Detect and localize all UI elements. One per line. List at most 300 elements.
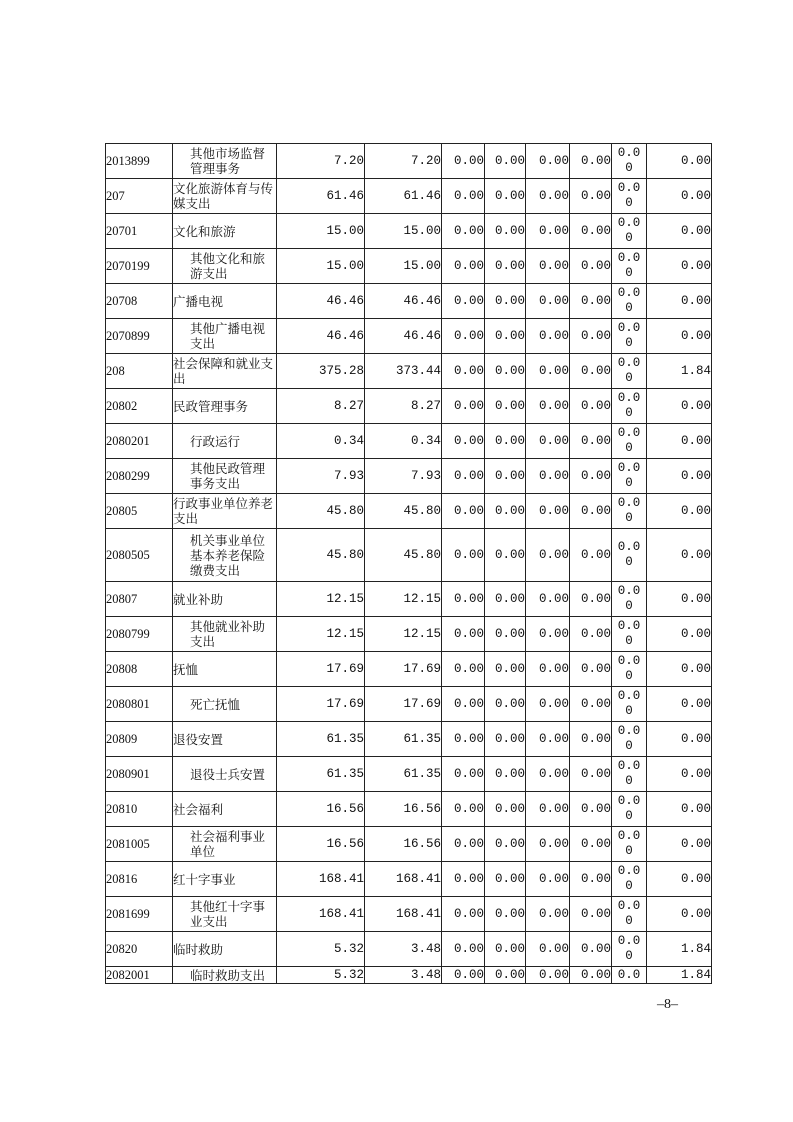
cell-value: 0.00 <box>442 144 485 179</box>
table-row <box>106 617 712 652</box>
cell-name: 其他红十字事业支出 <box>173 897 277 932</box>
cell-last: 1.84 <box>647 932 712 967</box>
cell-code: 20701 <box>106 214 173 249</box>
cell-total: 45.80 <box>277 529 365 582</box>
cell-narrow-line1: 0.0 <box>617 967 641 982</box>
cell-value: 0.00 <box>570 459 612 494</box>
cell-code: 20807 <box>106 582 173 617</box>
table-row <box>106 722 712 757</box>
cell-last: 0.00 <box>647 792 712 827</box>
cell-value: 0.00 <box>442 582 485 617</box>
table-row <box>106 494 712 529</box>
cell-narrow-line2: 0 <box>625 704 633 718</box>
cell-narrow-line1: 0.0 <box>617 426 641 440</box>
cell-narrow <box>612 214 647 249</box>
cell-basic: 46.46 <box>365 284 442 319</box>
table-row <box>106 652 712 687</box>
cell-name: 文化旅游体育与传媒支出 <box>173 179 277 214</box>
cell-total: 46.46 <box>277 284 365 319</box>
cell-narrow-line1: 0.0 <box>617 934 641 948</box>
cell-narrow <box>612 862 647 897</box>
cell-value: 0.00 <box>570 897 612 932</box>
cell-total: 17.69 <box>277 652 365 687</box>
cell-basic: 46.46 <box>365 319 442 354</box>
cell-narrow-line1: 0.0 <box>617 689 641 703</box>
cell-narrow-line2: 0 <box>625 949 633 963</box>
cell-value: 0.00 <box>570 967 612 984</box>
cell-last: 0.00 <box>647 617 712 652</box>
cell-value: 0.00 <box>526 792 570 827</box>
cell-name: 其他就业补助支出 <box>173 617 277 652</box>
cell-narrow-line1: 0.0 <box>617 759 641 773</box>
cell-narrow-line2: 0 <box>625 844 633 858</box>
cell-narrow <box>612 617 647 652</box>
table-row <box>106 284 712 319</box>
cell-narrow <box>612 827 647 862</box>
cell-basic: 373.44 <box>365 354 442 389</box>
table-row <box>106 424 712 459</box>
cell-narrow <box>612 354 647 389</box>
cell-narrow-line1: 0.0 <box>617 794 641 808</box>
cell-narrow <box>612 424 647 459</box>
cell-total: 61.46 <box>277 179 365 214</box>
cell-value: 0.00 <box>485 652 526 687</box>
cell-value: 0.00 <box>570 529 612 582</box>
table-row <box>106 757 712 792</box>
cell-code: 20820 <box>106 932 173 967</box>
cell-narrow <box>612 687 647 722</box>
cell-value: 0.00 <box>526 687 570 722</box>
cell-total: 15.00 <box>277 249 365 284</box>
cell-total: 61.35 <box>277 757 365 792</box>
cell-total: 15.00 <box>277 214 365 249</box>
cell-last: 1.84 <box>647 967 712 984</box>
cell-name: 死亡抚恤 <box>173 687 277 722</box>
cell-total: 375.28 <box>277 354 365 389</box>
cell-value: 0.00 <box>485 284 526 319</box>
cell-value: 0.00 <box>526 424 570 459</box>
cell-code: 2081005 <box>106 827 173 862</box>
cell-narrow-line2: 0 <box>625 301 633 315</box>
cell-narrow-line2: 0 <box>625 476 633 490</box>
cell-narrow-line2: 0 <box>625 231 633 245</box>
cell-value: 0.00 <box>526 284 570 319</box>
cell-narrow <box>612 494 647 529</box>
table-row <box>106 529 712 582</box>
cell-last: 0.00 <box>647 144 712 179</box>
cell-narrow-line2: 0 <box>625 914 633 928</box>
cell-name: 其他市场监督管理事务 <box>173 144 277 179</box>
cell-value: 0.00 <box>570 687 612 722</box>
cell-basic: 12.15 <box>365 617 442 652</box>
cell-code: 20816 <box>106 862 173 897</box>
cell-value: 0.00 <box>526 144 570 179</box>
table-row <box>106 862 712 897</box>
cell-narrow-line2: 0 <box>625 441 633 455</box>
table-row <box>106 792 712 827</box>
table-row <box>106 319 712 354</box>
cell-value: 0.00 <box>442 617 485 652</box>
cell-code: 2080901 <box>106 757 173 792</box>
cell-code: 20809 <box>106 722 173 757</box>
cell-total: 46.46 <box>277 319 365 354</box>
cell-value: 0.00 <box>570 722 612 757</box>
cell-last: 0.00 <box>647 284 712 319</box>
cell-value: 0.00 <box>570 249 612 284</box>
cell-name: 广播电视 <box>173 284 277 319</box>
cell-basic: 168.41 <box>365 862 442 897</box>
cell-narrow-line1: 0.0 <box>617 864 641 878</box>
cell-value: 0.00 <box>526 827 570 862</box>
cell-basic: 61.35 <box>365 757 442 792</box>
cell-code: 20802 <box>106 389 173 424</box>
cell-narrow-line2: 0 <box>625 555 633 569</box>
cell-value: 0.00 <box>485 757 526 792</box>
cell-value: 0.00 <box>526 862 570 897</box>
cell-basic: 16.56 <box>365 792 442 827</box>
cell-last: 0.00 <box>647 862 712 897</box>
cell-value: 0.00 <box>570 319 612 354</box>
table-row <box>106 354 712 389</box>
cell-narrow <box>612 932 647 967</box>
cell-value: 0.00 <box>570 582 612 617</box>
cell-value: 0.00 <box>526 354 570 389</box>
cell-narrow <box>612 144 647 179</box>
cell-value: 0.00 <box>570 214 612 249</box>
cell-narrow-line2: 0 <box>625 196 633 210</box>
cell-name: 临时救助 <box>173 932 277 967</box>
cell-name: 其他文化和旅游支出 <box>173 249 277 284</box>
cell-total: 16.56 <box>277 827 365 862</box>
cell-code: 2080299 <box>106 459 173 494</box>
cell-value: 0.00 <box>485 354 526 389</box>
cell-value: 0.00 <box>570 354 612 389</box>
cell-narrow-line1: 0.0 <box>617 899 641 913</box>
cell-value: 0.00 <box>485 319 526 354</box>
cell-last: 1.84 <box>647 354 712 389</box>
cell-last: 0.00 <box>647 214 712 249</box>
cell-name: 社会福利事业单位 <box>173 827 277 862</box>
cell-value: 0.00 <box>442 284 485 319</box>
cell-narrow-line1: 0.0 <box>617 251 641 265</box>
cell-name: 民政管理事务 <box>173 389 277 424</box>
cell-value: 0.00 <box>526 722 570 757</box>
cell-value: 0.00 <box>442 459 485 494</box>
cell-value: 0.00 <box>570 179 612 214</box>
cell-last: 0.00 <box>647 687 712 722</box>
cell-value: 0.00 <box>442 722 485 757</box>
cell-narrow-line1: 0.0 <box>617 829 641 843</box>
cell-value: 0.00 <box>485 687 526 722</box>
cell-last: 0.00 <box>647 582 712 617</box>
table-row <box>106 144 712 179</box>
cell-narrow-line2: 0 <box>625 774 633 788</box>
cell-name: 行政运行 <box>173 424 277 459</box>
table-row <box>106 389 712 424</box>
cell-narrow-line2: 0 <box>625 266 633 280</box>
cell-value: 0.00 <box>485 529 526 582</box>
cell-code: 2080505 <box>106 529 173 582</box>
cell-value: 0.00 <box>526 214 570 249</box>
cell-value: 0.00 <box>442 389 485 424</box>
budget-table <box>105 143 712 984</box>
cell-value: 0.00 <box>485 424 526 459</box>
cell-name: 退役安置 <box>173 722 277 757</box>
cell-basic: 17.69 <box>365 687 442 722</box>
cell-value: 0.00 <box>526 757 570 792</box>
cell-value: 0.00 <box>570 284 612 319</box>
cell-narrow-line1: 0.0 <box>617 540 641 554</box>
cell-last: 0.00 <box>647 652 712 687</box>
cell-value: 0.00 <box>485 179 526 214</box>
cell-value: 0.00 <box>570 757 612 792</box>
cell-value: 0.00 <box>485 459 526 494</box>
cell-narrow <box>612 967 647 984</box>
table-row <box>106 827 712 862</box>
cell-value: 0.00 <box>442 652 485 687</box>
cell-total: 8.27 <box>277 389 365 424</box>
cell-basic: 61.35 <box>365 722 442 757</box>
cell-name: 其他民政管理事务支出 <box>173 459 277 494</box>
cell-total: 61.35 <box>277 722 365 757</box>
cell-basic: 3.48 <box>365 967 442 984</box>
cell-value: 0.00 <box>526 932 570 967</box>
cell-value: 0.00 <box>485 617 526 652</box>
cell-value: 0.00 <box>570 389 612 424</box>
cell-narrow <box>612 897 647 932</box>
cell-basic: 15.00 <box>365 214 442 249</box>
cell-code: 2070199 <box>106 249 173 284</box>
cell-value: 0.00 <box>442 792 485 827</box>
cell-value: 0.00 <box>570 792 612 827</box>
cell-narrow <box>612 529 647 582</box>
cell-value: 0.00 <box>570 827 612 862</box>
cell-last: 0.00 <box>647 529 712 582</box>
cell-code: 2080799 <box>106 617 173 652</box>
cell-name: 文化和旅游 <box>173 214 277 249</box>
cell-code: 20808 <box>106 652 173 687</box>
cell-value: 0.00 <box>570 617 612 652</box>
cell-value: 0.00 <box>526 529 570 582</box>
cell-narrow <box>612 389 647 424</box>
cell-code: 20805 <box>106 494 173 529</box>
cell-last: 0.00 <box>647 319 712 354</box>
table-row <box>106 249 712 284</box>
cell-narrow-line2: 0 <box>625 739 633 753</box>
cell-code: 2013899 <box>106 144 173 179</box>
cell-value: 0.00 <box>442 862 485 897</box>
cell-narrow <box>612 249 647 284</box>
cell-narrow-line2: 0 <box>625 879 633 893</box>
cell-last: 0.00 <box>647 897 712 932</box>
cell-value: 0.00 <box>442 897 485 932</box>
cell-value: 0.00 <box>442 179 485 214</box>
cell-last: 0.00 <box>647 459 712 494</box>
cell-value: 0.00 <box>526 249 570 284</box>
table-row <box>106 932 712 967</box>
cell-narrow-line1: 0.0 <box>617 181 641 195</box>
cell-name: 临时救助支出 <box>173 967 277 984</box>
cell-value: 0.00 <box>526 459 570 494</box>
cell-narrow-line2: 0 <box>625 634 633 648</box>
cell-value: 0.00 <box>442 827 485 862</box>
cell-value: 0.00 <box>485 494 526 529</box>
cell-basic: 16.56 <box>365 827 442 862</box>
cell-code: 207 <box>106 179 173 214</box>
cell-value: 0.00 <box>442 319 485 354</box>
table-row <box>106 687 712 722</box>
cell-name: 红十字事业 <box>173 862 277 897</box>
cell-narrow-line2: 0 <box>625 599 633 613</box>
cell-value: 0.00 <box>485 862 526 897</box>
cell-value: 0.00 <box>442 967 485 984</box>
table-body <box>106 144 712 984</box>
cell-value: 0.00 <box>526 179 570 214</box>
page-number: –8– <box>657 997 678 1012</box>
cell-narrow <box>612 179 647 214</box>
cell-last: 0.00 <box>647 424 712 459</box>
cell-narrow <box>612 792 647 827</box>
table-row <box>106 967 712 984</box>
cell-code: 20708 <box>106 284 173 319</box>
cell-narrow <box>612 757 647 792</box>
cell-basic: 45.80 <box>365 494 442 529</box>
cell-value: 0.00 <box>570 932 612 967</box>
cell-value: 0.00 <box>442 494 485 529</box>
cell-total: 5.32 <box>277 932 365 967</box>
cell-total: 0.34 <box>277 424 365 459</box>
cell-value: 0.00 <box>442 424 485 459</box>
cell-narrow <box>612 582 647 617</box>
cell-code: 2082001 <box>106 967 173 984</box>
cell-value: 0.00 <box>485 932 526 967</box>
cell-value: 0.00 <box>485 792 526 827</box>
cell-basic: 12.15 <box>365 582 442 617</box>
cell-basic: 7.20 <box>365 144 442 179</box>
cell-narrow-line1: 0.0 <box>617 619 641 633</box>
table-row <box>106 582 712 617</box>
table-row <box>106 897 712 932</box>
cell-total: 45.80 <box>277 494 365 529</box>
cell-name: 行政事业单位养老支出 <box>173 494 277 529</box>
cell-value: 0.00 <box>442 214 485 249</box>
cell-narrow-line1: 0.0 <box>617 496 641 510</box>
cell-value: 0.00 <box>485 827 526 862</box>
cell-value: 0.00 <box>442 687 485 722</box>
cell-value: 0.00 <box>485 144 526 179</box>
cell-total: 12.15 <box>277 582 365 617</box>
cell-basic: 45.80 <box>365 529 442 582</box>
cell-value: 0.00 <box>570 494 612 529</box>
table-row <box>106 179 712 214</box>
cell-narrow <box>612 319 647 354</box>
cell-basic: 15.00 <box>365 249 442 284</box>
cell-basic: 8.27 <box>365 389 442 424</box>
cell-value: 0.00 <box>485 582 526 617</box>
cell-narrow-line1: 0.0 <box>617 584 641 598</box>
cell-name: 社会保障和就业支出 <box>173 354 277 389</box>
cell-last: 0.00 <box>647 179 712 214</box>
cell-last: 0.00 <box>647 722 712 757</box>
cell-code: 2080201 <box>106 424 173 459</box>
cell-basic: 61.46 <box>365 179 442 214</box>
cell-value: 0.00 <box>442 529 485 582</box>
cell-value: 0.00 <box>526 582 570 617</box>
cell-total: 168.41 <box>277 862 365 897</box>
cell-narrow-line2: 0 <box>625 809 633 823</box>
cell-total: 5.32 <box>277 967 365 984</box>
cell-narrow-line1: 0.0 <box>617 461 641 475</box>
cell-value: 0.00 <box>442 249 485 284</box>
cell-value: 0.00 <box>485 722 526 757</box>
cell-value: 0.00 <box>526 967 570 984</box>
cell-narrow <box>612 722 647 757</box>
cell-narrow <box>612 459 647 494</box>
cell-last: 0.00 <box>647 389 712 424</box>
cell-narrow-line1: 0.0 <box>617 724 641 738</box>
cell-value: 0.00 <box>526 617 570 652</box>
cell-code: 2081699 <box>106 897 173 932</box>
cell-value: 0.00 <box>570 862 612 897</box>
cell-narrow-line2: 0 <box>625 161 633 175</box>
cell-basic: 3.48 <box>365 932 442 967</box>
cell-narrow-line1: 0.0 <box>617 654 641 668</box>
cell-total: 168.41 <box>277 897 365 932</box>
cell-narrow-line2: 0 <box>625 336 633 350</box>
cell-last: 0.00 <box>647 757 712 792</box>
cell-value: 0.00 <box>485 389 526 424</box>
cell-narrow-line2: 0 <box>625 371 633 385</box>
cell-last: 0.00 <box>647 827 712 862</box>
cell-value: 0.00 <box>485 897 526 932</box>
cell-narrow-line1: 0.0 <box>617 321 641 335</box>
cell-value: 0.00 <box>485 249 526 284</box>
cell-narrow-line1: 0.0 <box>617 216 641 230</box>
cell-basic: 17.69 <box>365 652 442 687</box>
cell-value: 0.00 <box>442 932 485 967</box>
cell-value: 0.00 <box>570 144 612 179</box>
cell-value: 0.00 <box>526 319 570 354</box>
cell-value: 0.00 <box>442 354 485 389</box>
cell-total: 7.20 <box>277 144 365 179</box>
cell-total: 16.56 <box>277 792 365 827</box>
cell-name: 退役士兵安置 <box>173 757 277 792</box>
table-row <box>106 214 712 249</box>
cell-name: 抚恤 <box>173 652 277 687</box>
cell-value: 0.00 <box>485 214 526 249</box>
cell-last: 0.00 <box>647 494 712 529</box>
cell-basic: 168.41 <box>365 897 442 932</box>
cell-narrow-line1: 0.0 <box>617 391 641 405</box>
cell-basic: 7.93 <box>365 459 442 494</box>
cell-value: 0.00 <box>485 967 526 984</box>
cell-last: 0.00 <box>647 249 712 284</box>
cell-narrow-line2: 0 <box>625 406 633 420</box>
cell-total: 12.15 <box>277 617 365 652</box>
cell-narrow-line1: 0.0 <box>617 356 641 370</box>
cell-value: 0.00 <box>526 897 570 932</box>
cell-code: 2080801 <box>106 687 173 722</box>
cell-basic: 0.34 <box>365 424 442 459</box>
cell-code: 2070899 <box>106 319 173 354</box>
cell-value: 0.00 <box>442 757 485 792</box>
cell-value: 0.00 <box>526 494 570 529</box>
cell-code: 208 <box>106 354 173 389</box>
cell-narrow <box>612 284 647 319</box>
cell-narrow-line2: 0 <box>625 511 633 525</box>
cell-narrow-line2: 0 <box>625 669 633 683</box>
table-row <box>106 459 712 494</box>
